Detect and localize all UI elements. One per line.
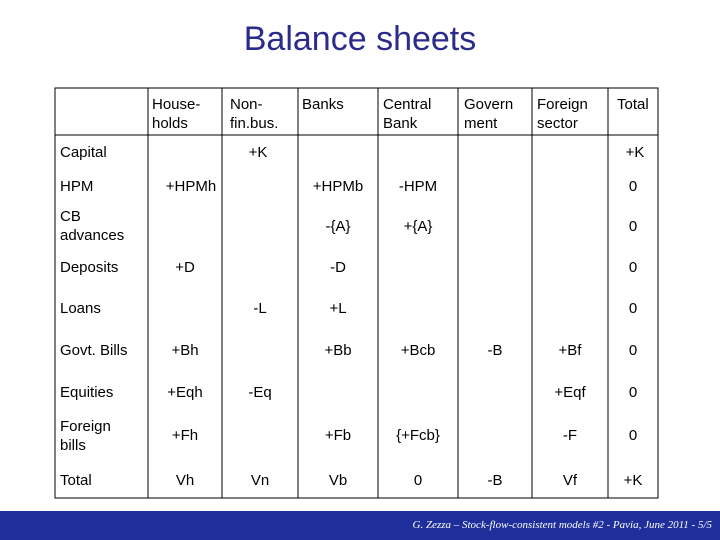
cell-equities-households: +Eqh [167, 384, 203, 401]
cell-fbills-foreign: -F [562, 427, 578, 444]
cell-fbills-cb: {+Fcb} [396, 427, 440, 444]
cell-total-households: Vh [175, 472, 195, 489]
cell-bills-gov: -B [487, 342, 503, 359]
cell-deposits-banks: -D [330, 259, 346, 276]
cell-fbills-households: +Fh [171, 427, 199, 444]
cell-deposits-households: +D [175, 259, 195, 276]
cell-loans-total: 0 [628, 300, 638, 317]
cell-hpm-cb: -HPM [398, 178, 438, 195]
cell-total-foreign: Vf [562, 472, 578, 489]
cell-bills-households: +Bh [171, 342, 199, 359]
row-label-cb-advances: CB advances [60, 208, 125, 244]
cell-total-cb: 0 [413, 472, 423, 489]
cell-capital-nonfin: +K [248, 144, 268, 161]
col-header-total: Total [617, 96, 649, 113]
cell-loans-nonfin: -L [253, 300, 267, 317]
row-label-loans: Loans [60, 300, 101, 317]
col-header-households: House- holds [152, 96, 201, 132]
footer-text: G. Zezza – Stock-flow-consistent models #2 - Pavia, June 2011 - 5/5 [412, 519, 712, 531]
row-label-capital: Capital [60, 144, 107, 161]
cell-bills-foreign: +Bf [558, 342, 582, 359]
row-label-deposits: Deposits [60, 259, 119, 276]
row-label-equities: Equities [60, 384, 114, 401]
cell-equities-foreign: +Eqf [554, 384, 586, 401]
cell-hpm-total: 0 [628, 178, 638, 195]
cell-bills-banks: +Bb [324, 342, 352, 359]
cell-deposits-total: 0 [628, 259, 638, 276]
row-label-foreign-bills: Foreign bills [60, 418, 111, 454]
col-header-foreign: Foreign sector [537, 96, 588, 132]
col-header-government: Govern ment [464, 96, 514, 132]
cell-fbills-banks: +Fb [324, 427, 352, 444]
row-label-total: Total [60, 472, 92, 489]
row-label-hpm: HPM [60, 178, 94, 195]
footer-bar [0, 511, 720, 540]
cell-hpm-households: +HPMh [165, 178, 217, 195]
cell-total-banks: Vb [328, 472, 348, 489]
cell-equities-nonfin: -Eq [248, 384, 272, 401]
slide-title: Balance sheets [243, 20, 477, 58]
cell-total-gov: -B [487, 472, 503, 489]
col-header-central-bank: Central Bank [383, 96, 432, 132]
cell-bills-cb: +Bcb [400, 342, 436, 359]
cell-total-total: +K [623, 472, 643, 489]
cell-capital-total: +K [625, 144, 645, 161]
col-header-banks: Banks [302, 96, 344, 113]
cell-hpm-banks: +HPMb [312, 178, 364, 195]
cell-equities-total: 0 [628, 384, 638, 401]
cell-fbills-total: 0 [628, 427, 638, 444]
cell-cbadv-cb: +{A} [403, 218, 433, 235]
cell-cbadv-banks: -{A} [325, 218, 351, 235]
cell-loans-banks: +L [329, 300, 347, 317]
cell-cbadv-total: 0 [628, 218, 638, 235]
cell-total-nonfin: Vn [250, 472, 270, 489]
col-header-nonfin: Non- fin.bus. [230, 96, 279, 132]
cell-bills-total: 0 [628, 342, 638, 359]
row-label-govt-bills: Govt. Bills [60, 342, 128, 359]
